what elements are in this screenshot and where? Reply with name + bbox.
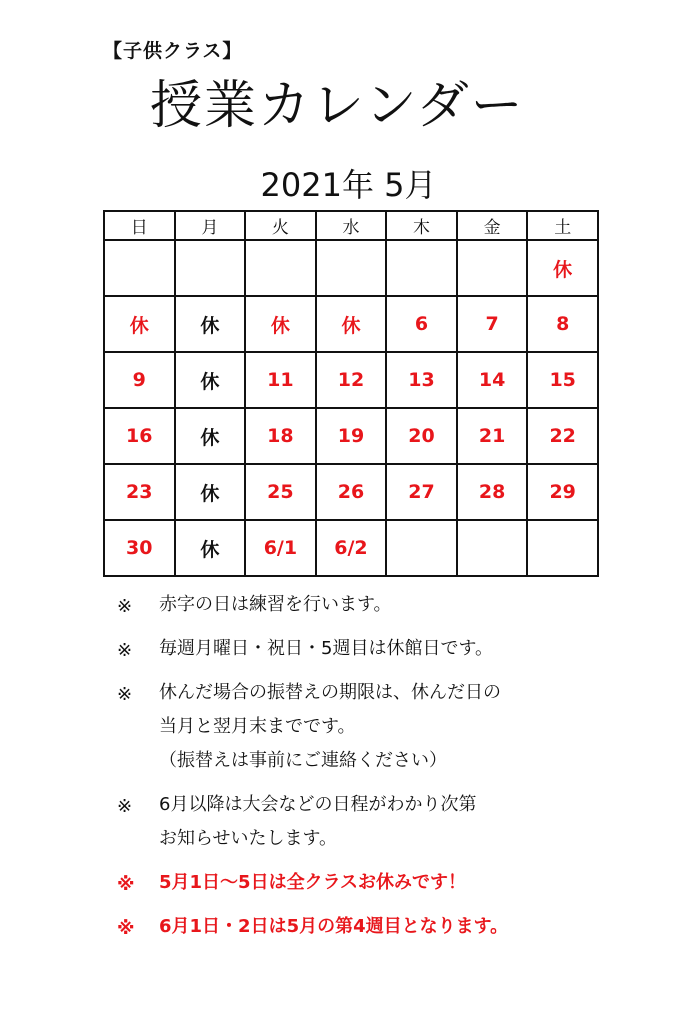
calendar-day-cell [457, 240, 528, 296]
note-mark: ※ [117, 684, 133, 705]
calendar-day-cell: 16 [104, 408, 175, 464]
calendar-day-cell: 9 [104, 352, 175, 408]
note-line: お知らせいたします。 [159, 828, 338, 849]
note-mark: ※ [117, 640, 133, 661]
calendar-day-cell: 7 [457, 296, 528, 352]
calendar-day-cell: 休 [175, 464, 246, 520]
calendar-day-cell: 19 [316, 408, 387, 464]
calendar-day-cell: 休 [175, 352, 246, 408]
calendar-day-cell: 15 [527, 352, 598, 408]
calendar-day-cell: 休 [316, 296, 387, 352]
note-item [117, 918, 677, 944]
calendar-day-cell [527, 520, 598, 576]
calendar-table [103, 210, 599, 577]
calendar-day-cell: 30 [104, 520, 175, 576]
calendar-day-cell: 休 [527, 240, 598, 296]
weekday-thu: 木 [386, 211, 457, 240]
note-text [159, 866, 466, 900]
calendar-day-cell: 休 [245, 296, 316, 352]
calendar-day-cell [386, 240, 457, 296]
note-mark: ※ [117, 918, 135, 939]
note-mark: ※ [117, 596, 133, 617]
note-line: （振替えは事前にご連絡ください） [159, 750, 447, 771]
calendar-day-cell [316, 240, 387, 296]
calendar-day-cell: 6/2 [316, 520, 387, 576]
calendar-day-cell: 28 [457, 464, 528, 520]
calendar-day-cell: 13 [386, 352, 457, 408]
calendar-week-row [104, 464, 598, 520]
calendar-week-row [104, 352, 598, 408]
note-line: 毎週月曜日・祝日・5週目は休館日です。 [159, 638, 494, 659]
calendar-week-row [104, 408, 598, 464]
calendar-day-cell: 26 [316, 464, 387, 520]
note-text [159, 632, 493, 666]
calendar-day-cell: 29 [527, 464, 598, 520]
note-item [117, 684, 677, 778]
note-text [159, 788, 476, 856]
note-line: 6月以降は大会などの日程がわかり次第 [159, 794, 477, 815]
calendar-day-cell [175, 240, 246, 296]
calendar-week-row [104, 296, 598, 352]
calendar-day-cell: 18 [245, 408, 316, 464]
calendar-day-cell: 25 [245, 464, 316, 520]
calendar-day-cell [245, 240, 316, 296]
note-line: 6月1日・2日は5月の第4週目となります。 [159, 916, 509, 937]
calendar-day-cell: 20 [386, 408, 457, 464]
note-item [117, 796, 677, 856]
calendar-day-cell: 21 [457, 408, 528, 464]
weekday-sun: 日 [104, 211, 175, 240]
month-heading: 2021年 5月 [260, 166, 437, 204]
calendar-day-cell: 休 [175, 296, 246, 352]
calendar-day-cell: 12 [316, 352, 387, 408]
note-line: 5月1日〜5日は全クラスお休みです！ [159, 872, 467, 893]
calendar-week-row [104, 240, 598, 296]
calendar-day-cell [104, 240, 175, 296]
note-text [159, 910, 508, 944]
note-item [117, 640, 677, 666]
calendar-day-cell [386, 520, 457, 576]
calendar-week-row [104, 520, 598, 576]
calendar-day-cell: 8 [527, 296, 598, 352]
weekday-tue: 火 [245, 211, 316, 240]
weekday-mon: 月 [175, 211, 246, 240]
calendar-day-cell: 14 [457, 352, 528, 408]
weekday-header-row [104, 211, 598, 240]
calendar-day-cell: 休 [175, 408, 246, 464]
calendar-day-cell: 27 [386, 464, 457, 520]
class-label: 【子供クラス】 [103, 40, 243, 62]
note-line: 当月と翌月末までです。 [159, 716, 356, 737]
notes-list [117, 596, 677, 962]
note-mark: ※ [117, 874, 135, 895]
calendar-day-cell: 22 [527, 408, 598, 464]
page-title: 授業カレンダー [150, 76, 525, 136]
calendar-day-cell: 休 [175, 520, 246, 576]
note-item [117, 596, 677, 622]
calendar-day-cell [457, 520, 528, 576]
calendar-day-cell: 23 [104, 464, 175, 520]
note-text [159, 588, 392, 622]
weekday-fri: 金 [457, 211, 528, 240]
note-item [117, 874, 677, 900]
note-line: 赤字の日は練習を行います。 [159, 594, 392, 615]
calendar-day-cell: 11 [245, 352, 316, 408]
calendar-day-cell: 6/1 [245, 520, 316, 576]
calendar-day-cell: 6 [386, 296, 457, 352]
note-line: 休んだ場合の振替えの期限は、休んだ日の [159, 682, 501, 703]
weekday-sat: 土 [527, 211, 598, 240]
weekday-wed: 水 [316, 211, 387, 240]
note-mark: ※ [117, 796, 133, 817]
note-text [159, 676, 501, 778]
calendar-day-cell: 休 [104, 296, 175, 352]
